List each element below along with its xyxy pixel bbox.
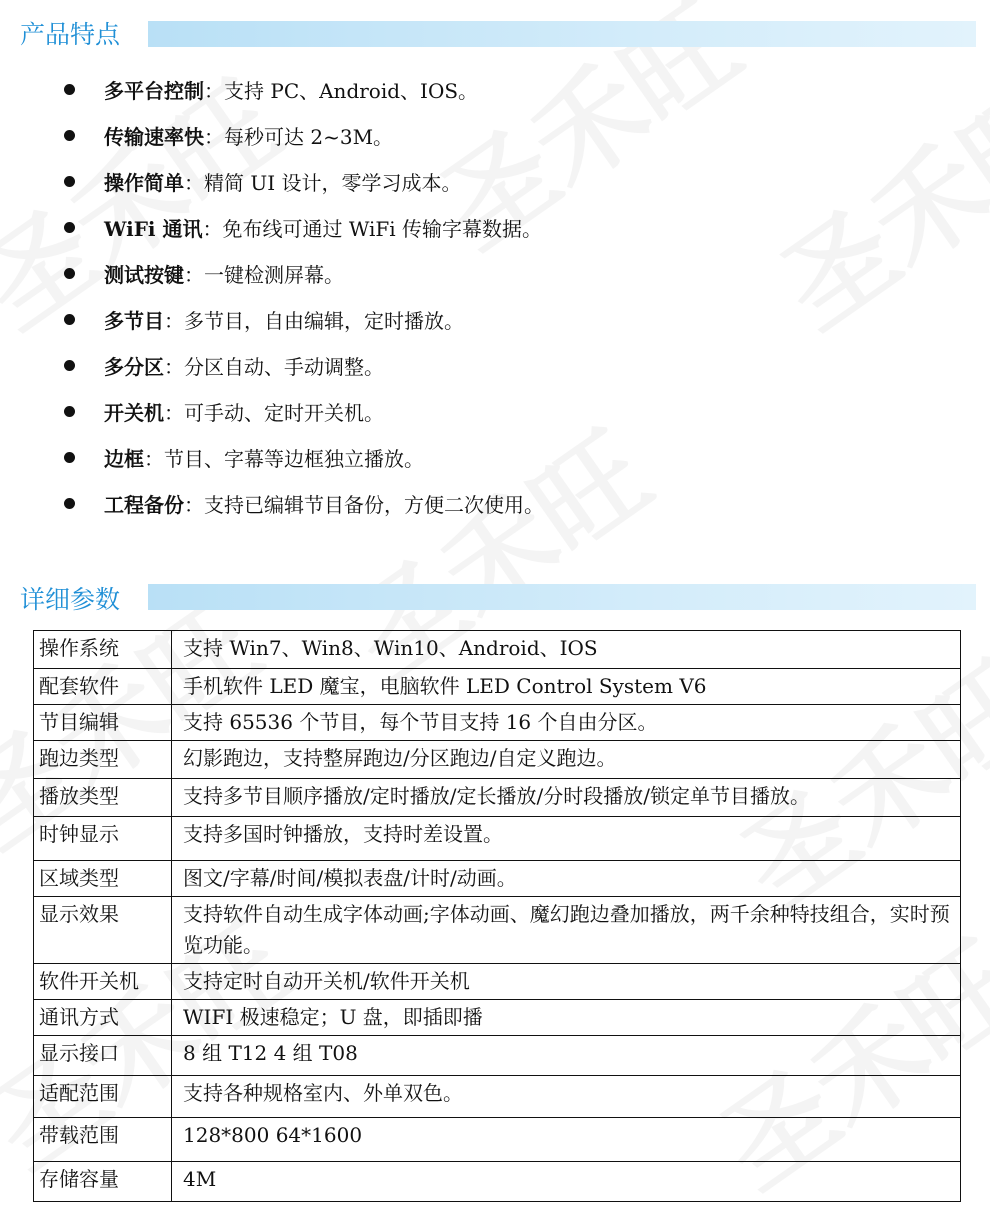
feature-text: 免布线可通过 WiFi 传输字幕数据。: [222, 216, 543, 241]
bullet-icon: [64, 406, 75, 417]
spec-key: 通讯方式: [34, 1000, 172, 1036]
feature-label: WiFi 通讯: [104, 216, 203, 241]
spec-key: 显示接口: [34, 1036, 172, 1076]
feature-label: 传输速率快: [104, 124, 204, 149]
feature-text: 分区自动、手动调整。: [184, 354, 384, 379]
section-title-bar: [148, 584, 976, 610]
feature-text: 每秒可达 2~3M。: [224, 124, 394, 149]
section-title-bar: [148, 21, 976, 47]
feature-item: [64, 158, 944, 204]
table-row: [34, 1118, 961, 1162]
table-row: [34, 817, 961, 861]
spec-key: 适配范围: [34, 1076, 172, 1118]
spec-key: 操作系统: [34, 631, 172, 669]
spec-value: 支持定时自动开关机/软件开关机: [172, 964, 961, 1000]
table-row: [34, 964, 961, 1000]
feature-label: 多节目: [104, 308, 164, 333]
feature-label: 边框: [104, 446, 144, 471]
feature-text: 支持 PC、Android、IOS。: [224, 78, 479, 103]
feature-label: 测试按键: [104, 262, 184, 287]
spec-value: 幻影跑边，支持整屏跑边/分区跑边/自定义跑边。: [172, 741, 961, 779]
spec-table: [33, 630, 961, 1202]
feature-label: 多平台控制: [104, 78, 204, 103]
bullet-icon: [64, 176, 75, 187]
spec-key: 时钟显示: [34, 817, 172, 861]
params-section-title: 详细参数: [20, 585, 121, 614]
table-row: [34, 1076, 961, 1118]
feature-item: [64, 204, 944, 250]
feature-text: 多节目，自由编辑，定时播放。: [184, 308, 464, 333]
spec-key: 带载范围: [34, 1118, 172, 1162]
spec-value: 支持软件自动生成字体动画;字体动画、魔幻跑边叠加播放，两千余种特技组合，实时预览功能。: [172, 897, 961, 964]
spec-key: 节目编辑: [34, 705, 172, 741]
spec-value: 4M: [172, 1162, 961, 1202]
spec-value: 128*800 64*1600: [172, 1118, 961, 1162]
spec-key: 播放类型: [34, 779, 172, 817]
spec-value: WIFI 极速稳定；U 盘，即插即播: [172, 1000, 961, 1036]
feature-item: [64, 480, 944, 526]
spec-key: 软件开关机: [34, 964, 172, 1000]
table-row: [34, 779, 961, 817]
feature-separator: ：: [184, 170, 204, 195]
spec-key: 跑边类型: [34, 741, 172, 779]
table-row: [34, 897, 961, 964]
feature-separator: ：: [204, 124, 224, 149]
feature-label: 操作简单: [104, 170, 184, 195]
feature-item: [64, 342, 944, 388]
spec-value: 支持 Win7、Win8、Win10、Android、IOS: [172, 631, 961, 669]
bullet-icon: [64, 84, 75, 95]
bullet-icon: [64, 314, 75, 325]
spec-value: 支持 65536 个节目，每个节目支持 16 个自由分区。: [172, 705, 961, 741]
feature-item: [64, 434, 944, 480]
feature-item: [64, 112, 944, 158]
feature-text: 精简 UI 设计，零学习成本。: [204, 170, 462, 195]
spec-value: 支持多节目顺序播放/定时播放/定长播放/分时段播放/锁定单节目播放。: [172, 779, 961, 817]
bullet-icon: [64, 452, 75, 463]
feature-label: 多分区: [104, 354, 164, 379]
features-section-header: [0, 15, 990, 55]
spec-value: 8 组 T12 4 组 T08: [172, 1036, 961, 1076]
feature-item: [64, 388, 944, 434]
feature-item: [64, 66, 944, 112]
feature-label: 开关机: [104, 400, 164, 425]
table-row: [34, 1000, 961, 1036]
table-row: [34, 1036, 961, 1076]
spec-key: 区域类型: [34, 861, 172, 897]
feature-separator: ：: [204, 78, 224, 103]
feature-separator: ：: [164, 354, 184, 379]
bullet-icon: [64, 498, 75, 509]
feature-separator: ：: [144, 446, 164, 471]
spec-key: 显示效果: [34, 897, 172, 964]
feature-text: 可手动、定时开关机。: [184, 400, 384, 425]
bullet-icon: [64, 268, 75, 279]
table-row: [34, 741, 961, 779]
features-section-title: 产品特点: [20, 20, 121, 49]
feature-text: 支持已编辑节目备份，方便二次使用。: [204, 492, 544, 517]
table-row: [34, 705, 961, 741]
feature-separator: ：: [202, 216, 223, 241]
bullet-icon: [64, 360, 75, 371]
feature-item: [64, 250, 944, 296]
feature-text: 一键检测屏幕。: [204, 262, 344, 287]
spec-value: 支持多国时钟播放，支持时差设置。: [172, 817, 961, 861]
spec-key: 存储容量: [34, 1162, 172, 1202]
feature-label: 工程备份: [104, 492, 184, 517]
spec-value: 图文/字幕/时间/模拟表盘/计时/动画。: [172, 861, 961, 897]
spec-value: 手机软件 LED 魔宝，电脑软件 LED Control System V6: [172, 669, 961, 705]
params-section-header: [0, 580, 990, 620]
bullet-icon: [64, 222, 75, 233]
table-row: [34, 1162, 961, 1202]
spec-key: 配套软件: [34, 669, 172, 705]
feature-separator: ：: [164, 308, 184, 333]
feature-separator: ：: [184, 492, 204, 517]
table-row: [34, 861, 961, 897]
bullet-icon: [64, 130, 75, 141]
feature-text: 节目、字幕等边框独立播放。: [164, 446, 424, 471]
feature-separator: ：: [184, 262, 204, 287]
feature-item: [64, 296, 944, 342]
feature-list: [64, 66, 944, 526]
feature-separator: ：: [164, 400, 184, 425]
spec-value: 支持各种规格室内、外单双色。: [172, 1076, 961, 1118]
table-row: [34, 631, 961, 669]
table-row: [34, 669, 961, 705]
